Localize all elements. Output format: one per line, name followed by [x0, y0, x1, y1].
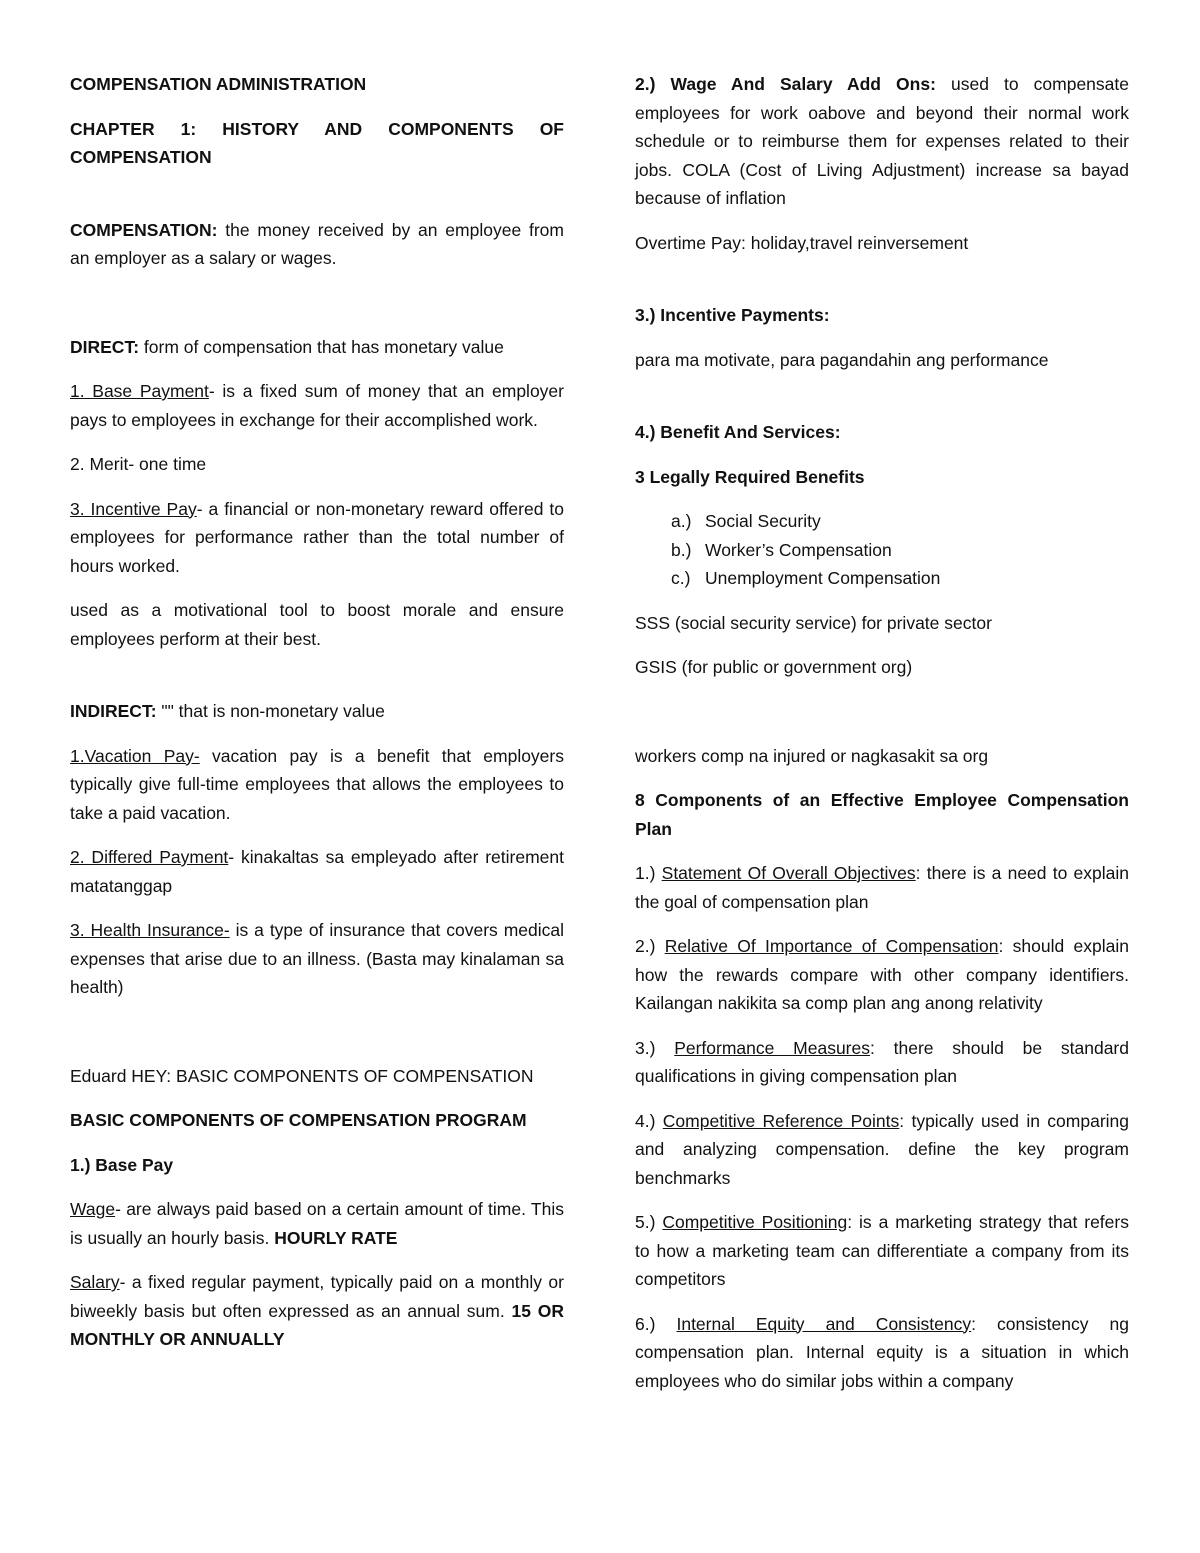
component-number: 2.) — [635, 936, 665, 956]
document-title: COMPENSATION ADMINISTRATION — [70, 74, 367, 94]
component-term: Performance Measures — [674, 1037, 870, 1058]
component-text: : there is a need to explain the goal of compensation plan — [635, 863, 1129, 912]
addons-text: used to compensate employees for work oabove and beyond their normal work schedule or to reimburse them for expenses related to their jobs. COLA (Cost of Living Adjustment) increase sa bayad because of inflation — [635, 74, 1129, 208]
component-text: : is a marketing strategy that refers to how a marketing team can differentiate a company from its competitors — [635, 1212, 1129, 1289]
salary-text: - a fixed regular payment, typically paid on a monthly or biweekly basis but often expressed as an annual sum. — [70, 1272, 564, 1321]
salary-term: Salary — [70, 1272, 120, 1292]
indirect-definition — [70, 697, 564, 726]
base-pay-heading: 1.) Base Pay — [70, 1154, 174, 1175]
component-item-4 — [635, 1107, 1129, 1193]
component-text: : consistency ng compensation plan. Internal equity is a situation in which employees who do similar jobs within a company — [635, 1313, 1129, 1391]
direct-term: DIRECT: — [70, 336, 140, 357]
left-column — [70, 70, 564, 1370]
incentive-payments-note: para ma motivate, para pagandahin ang performance — [635, 349, 1049, 370]
incentive-payments-heading: 3.) Incentive Payments: — [635, 305, 830, 325]
component-text: : there should be standard qualifications in giving compensation plan — [635, 1037, 1129, 1086]
addons-term: 2.) Wage And Salary Add Ons: — [635, 74, 936, 94]
vacation-pay-item — [70, 742, 564, 828]
component-item-5 — [635, 1208, 1129, 1294]
incentive-pay-term: 3. Incentive Pay — [70, 498, 197, 519]
workers-comp-note: workers comp na injured or nagkasakit sa org — [635, 745, 989, 766]
differed-payment-item — [70, 843, 564, 900]
component-number: 3.) — [635, 1037, 675, 1058]
differed-payment-text: - kinakaltas sa empleyado after retirement matatanggap — [70, 847, 565, 896]
vacation-pay-text: vacation pay is a benefit that employers typically give full-time employees that allows the employees to take a paid vacation. — [70, 745, 564, 823]
health-insurance-text: is a type of insurance that covers medical expenses that arise due to an illness. (Basta may kinalaman sa health) — [70, 920, 564, 997]
eduard-line: Eduard HEY: BASIC COMPONENTS OF COMPENSATION — [70, 1065, 534, 1086]
wage-term: Wage — [70, 1199, 116, 1219]
component-number: 1.) — [635, 863, 662, 883]
component-item-6 — [635, 1310, 1129, 1396]
list-marker: a.) — [671, 511, 692, 531]
health-insurance-term: 3. Health Insurance- — [70, 920, 230, 940]
salary-bold: 15 OR MONTHLY OR ANNUALLY — [70, 1300, 565, 1349]
chapter-title: CHAPTER 1: HISTORY AND COMPONENTS OF COMPENSATION — [70, 118, 564, 167]
addons-item — [635, 70, 1129, 213]
component-number: 6.) — [635, 1313, 677, 1334]
component-term: Competitive Reference Points — [662, 1110, 900, 1131]
base-payment-term: 1. Base Payment — [70, 381, 209, 401]
eight-components-heading: 8 Components of an Effective Employee Compensation Plan — [635, 790, 1129, 839]
right-column — [635, 70, 1129, 1411]
list-text: Worker’s Compensation — [705, 539, 892, 560]
component-term: Statement Of Overall Objectives — [661, 863, 916, 883]
compensation-definition — [70, 216, 564, 273]
motivational-note: used as a motivational tool to boost morale and ensure employees perform at their best. — [70, 600, 564, 649]
indirect-term: INDIRECT: — [70, 701, 157, 721]
compensation-text: the money received by an employee from an employer as a salary or wages. — [70, 219, 564, 268]
component-item-3 — [635, 1034, 1129, 1091]
wage-bold: HOURLY RATE — [274, 1227, 398, 1248]
overtime-note: Overtime Pay: holiday,travel reinversement — [635, 232, 969, 253]
benefits-heading: 4.) Benefit And Services: — [635, 422, 841, 442]
component-term: Relative Of Importance of Compensation — [664, 936, 999, 956]
component-item-2 — [635, 932, 1129, 1018]
wage-item — [70, 1195, 564, 1252]
list-item — [671, 536, 1129, 565]
sss-note: SSS (social security service) for private sector — [635, 612, 992, 633]
component-number: 5.) — [635, 1212, 663, 1232]
differed-payment-term: 2. Differed Payment — [70, 847, 229, 867]
compensation-term: COMPENSATION: — [70, 219, 218, 240]
basic-program-heading: BASIC COMPONENTS OF COMPENSATION PROGRAM — [70, 1110, 527, 1130]
component-term: Internal Equity and Consistency — [676, 1313, 972, 1334]
list-text: Unemployment Compensation — [705, 568, 941, 588]
list-item — [671, 507, 1129, 536]
list-marker: c.) — [671, 568, 691, 588]
legally-required-heading: 3 Legally Required Benefits — [635, 466, 865, 487]
base-payment-item — [70, 377, 564, 434]
list-marker: b.) — [671, 539, 692, 560]
health-insurance-item — [70, 916, 564, 1002]
component-item-1 — [635, 859, 1129, 916]
incentive-pay-text: - a financial or non-monetary reward offered to employees for performance rather than the total number of hours worked. — [70, 498, 564, 576]
wage-text: - are always paid based on a certain amount of time. This is usually an hourly basis. — [70, 1199, 564, 1248]
list-text: Social Security — [705, 511, 821, 531]
component-text: : should explain how the rewards compare with other company identifiers. Kailangan nakikita sa comp plan ang anong relativity — [635, 936, 1129, 1013]
gsis-note: GSIS (for public or government org) — [635, 657, 913, 677]
component-number: 4.) — [635, 1110, 663, 1131]
salary-item — [70, 1268, 564, 1354]
incentive-pay-item — [70, 495, 564, 581]
component-term: Competitive Positioning — [662, 1212, 848, 1232]
direct-definition — [70, 333, 564, 362]
base-payment-text: - is a fixed sum of money that an employer pays to employees in exchange for their accomplished work. — [70, 381, 564, 430]
vacation-pay-term: 1.Vacation Pay- — [70, 745, 200, 766]
legal-benefits-list — [635, 507, 1129, 593]
component-text: : typically used in comparing and analyzing compensation. define the key program benchmarks — [635, 1110, 1130, 1188]
merit-item: 2. Merit- one time — [70, 454, 207, 474]
indirect-text: "" that is non-monetary value — [156, 701, 385, 721]
list-item — [671, 564, 1129, 593]
direct-text: form of compensation that has monetary value — [139, 336, 504, 357]
